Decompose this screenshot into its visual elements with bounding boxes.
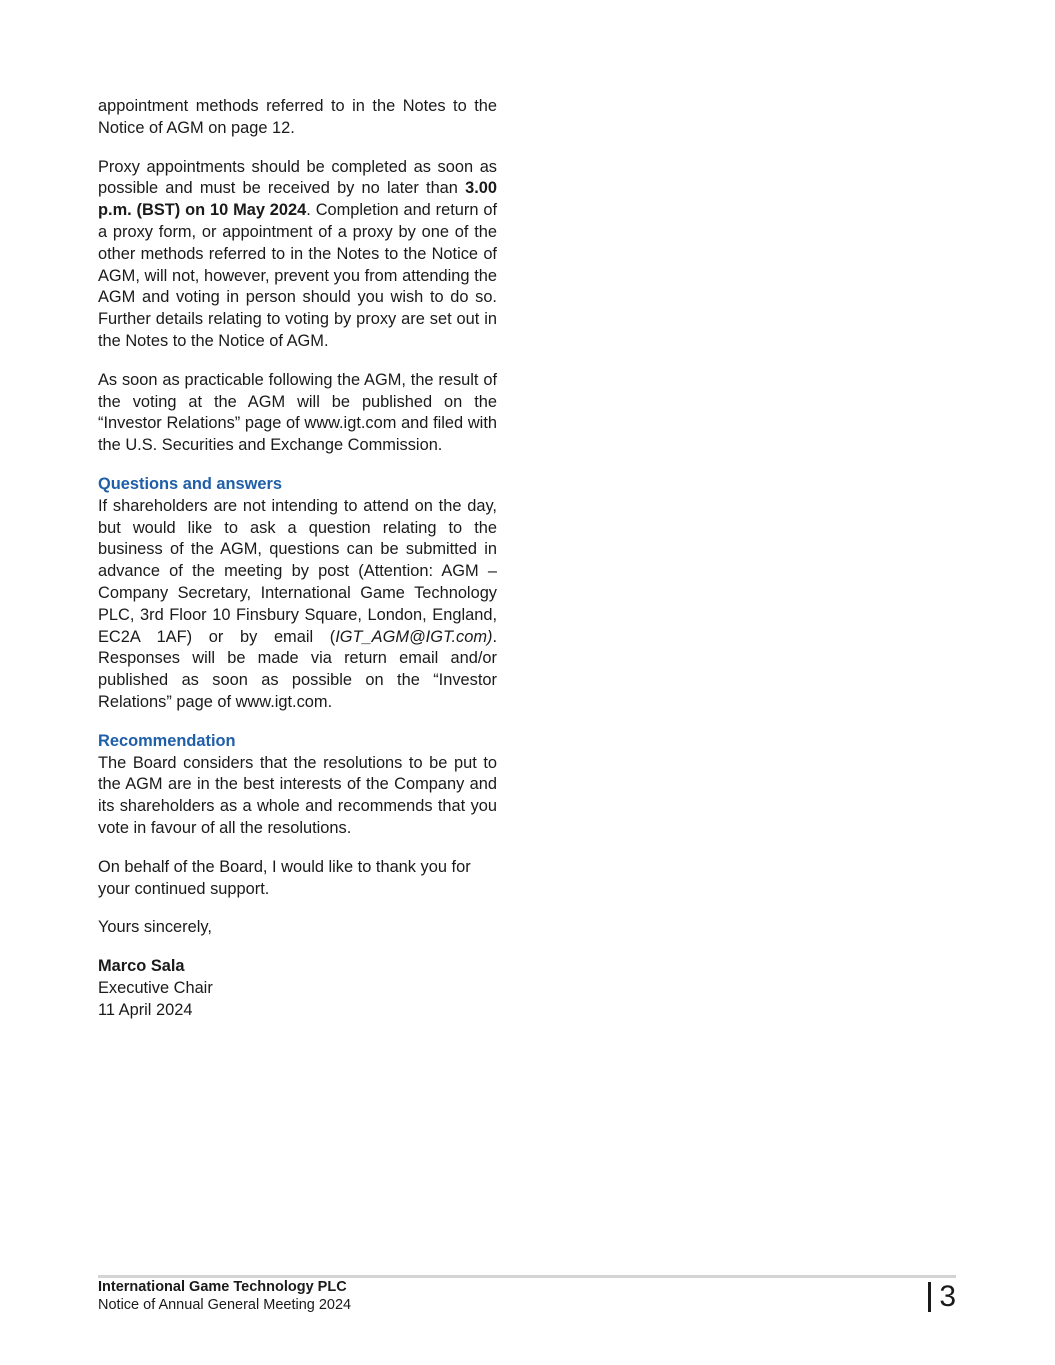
signatory-name: Marco Sala [98, 957, 185, 976]
letter-date: 11 April 2024 [98, 1000, 193, 1019]
questions-email: IGT_AGM@IGT.com) [335, 627, 493, 646]
footer-divider [98, 1275, 956, 1278]
questions-text-end: . Responses will be made via return email and/or published as soon as possible on the “Investor Relations” page of www.igt.com. [98, 627, 497, 711]
recommendation-section [98, 731, 497, 840]
proxy-text-start: Proxy appointments should be completed as soon as possible and must be received by no later than [98, 157, 497, 198]
letter-body [98, 96, 497, 1021]
page-number-separator [928, 1282, 931, 1312]
paragraph-appointment-methods: appointment methods referred to in the Notes to the Notice of AGM on page 12. [98, 97, 497, 137]
page-number-block [928, 1281, 956, 1313]
thanks-paragraph: On behalf of the Board, I would like to thank you for your continued support. [98, 857, 471, 898]
recommendation-paragraph: The Board considers that the resolutions to be put to the AGM are in the best interests of the Company and its shareholders as a whole and recommends that you vote in favour of all the resolutions. [98, 753, 497, 837]
proxy-deadline-time: 3.00 p.m. (BST) on 10 May 2024 [98, 179, 497, 220]
questions-text-start: If shareholders are not intending to attend on the day, but would like to ask a question relating to the business of the AGM, questions can be submitted in advance of the meeting by post (Attention: AGM – Company Secretary, International Game Technology PLC, 3rd Floor 10 Finsbury Square, London, England, EC2A 1AF) or by email ( [98, 496, 497, 646]
paragraph-voting-results: As soon as practicable following the AGM, the result of the voting at the AGM will be published on the “Investor Relations” page of www.igt.com and filed with the U.S. Securities and Exchange Commission. [98, 370, 497, 455]
questions-paragraph [98, 496, 497, 714]
questions-section [98, 474, 497, 714]
paragraph-proxy-deadline [98, 157, 497, 353]
footer-document-info [98, 1279, 351, 1314]
page-number: 3 [939, 1280, 956, 1313]
footer-company: International Game Technology PLC [98, 1279, 347, 1295]
questions-heading: Questions and answers [98, 474, 282, 493]
signatory-title: Executive Chair [98, 978, 213, 997]
salutation: Yours sincerely, [98, 918, 212, 937]
signature-block [98, 956, 497, 1021]
proxy-text-end: . Completion and return of a proxy form, or appointment of a proxy by one of the other methods referred to in the Notes to the Notice of AGM, will not, however, prevent you from attending the AGM and voting in person should you wish to do so. Further details relating to voting by proxy are set out in the Notes to the Notice of AGM. [98, 201, 497, 350]
recommendation-heading: Recommendation [98, 731, 236, 750]
footer-document-title: Notice of Annual General Meeting 2024 [98, 1296, 352, 1313]
